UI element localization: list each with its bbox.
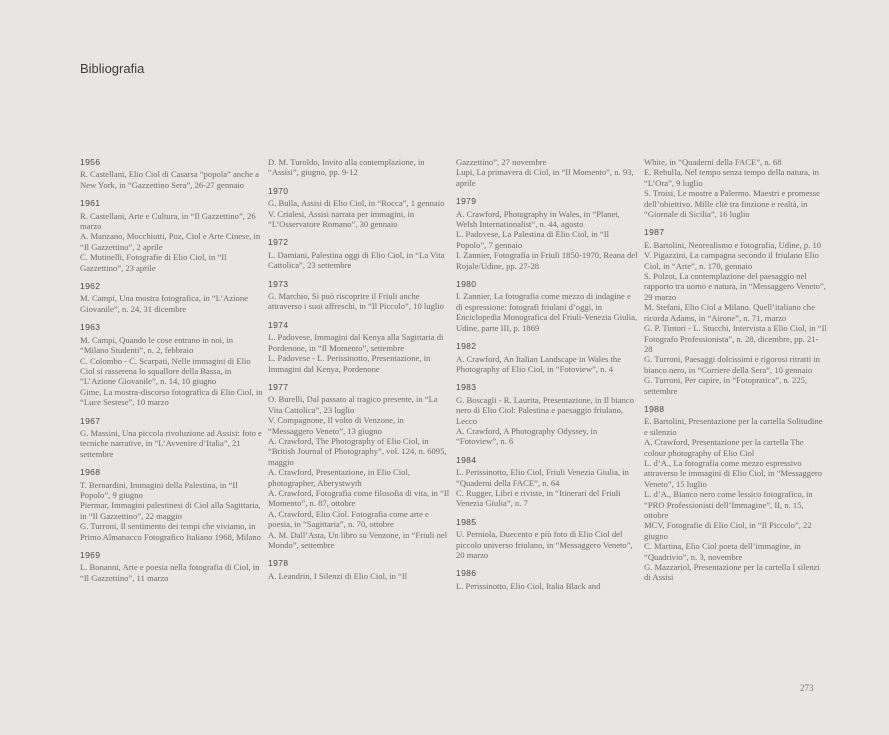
bibliography-entry: L. d’A., Bianco nero come lessico fotografico, in “PRO Professionisti dell’Immagine”, II, n. 15, ottobre [644, 489, 813, 520]
bibliography-year-section [80, 198, 263, 273]
bibliography-entry: G. Massini, Una piccola rivoluzione ad Assisi: foto e tecniche narrative, in “L’Avvenire d’Italia”, 21 settembre [80, 427, 262, 459]
bibliography-entry: L. Bonanni, Arte e poesia nella fotografia di Ciol, in “Il Gazzettino”, 11 marzo [80, 562, 260, 583]
bibliography-entry: S. Troisi, Le mostre a Palermo. Maestri e promesse dell’obiettivo. Mille cliè tra finzione e realtà, in “Giornale di Sicilia”, 16 luglio [644, 188, 820, 220]
bibliography-entry: L. d’A., La fotografia come mezzo espressivo attraverso le immagini di Elio Ciol, in “Messaggero Veneto”, 15 luglio [644, 457, 823, 489]
bibliography-entry: A. Crawford, A Photography Odyssey, in “Fotoview”, n. 6 [456, 425, 598, 447]
bibliography-year-section [456, 517, 639, 561]
year-heading: 1967 [80, 415, 101, 426]
year-heading: 1986 [456, 568, 477, 579]
bibliography-entry: Piermar, Immagini palestinesi di Ciol alla Sagittaria, in “Il Gazzettino”, 22 maggio [80, 500, 261, 521]
bibliography-column-4 [644, 157, 827, 591]
bibliography-year-section [80, 281, 263, 314]
year-heading: 1982 [456, 341, 477, 352]
bibliography-year-section [644, 157, 827, 219]
bibliography-entry: White, in “Quaderni della FACE”, n. 68 [644, 157, 782, 167]
bibliography-entry: L. Padovese - L. Perissinotto, Presentazione, in Immagini dal Kenya, Pordenone [268, 353, 431, 374]
bibliography-entry: D. M. Turoldo, Invito alla contemplazione, in “Assisi”, giugno, pp. 9-12 [268, 157, 425, 178]
bibliography-entry: V. Pigazzini, La campagna secondo il friulano Elio Ciol, in “Arte”, n. 170, gennaio [644, 250, 819, 271]
bibliography-entry: L. Padovese, La Palestina di Elio Ciol, in “Il Popolo”, 7 gennaio [456, 229, 609, 250]
bibliography-year-section [456, 341, 639, 374]
bibliography-entry: G. Marchio, Si può riscoprire il Friuli anche attraverso i suoi affreschi, in “Il Piccolo”, 10 luglio [268, 291, 444, 312]
bibliography-entry: A. Crawford, Fotografia come filosofia di vita, in “Il Momento”, n. 87, ottobre [268, 487, 450, 509]
bibliography-entry: G. Mazzariol, Presentazione per la cartella I silenzi di Assisi [644, 562, 820, 583]
bibliography-entry: T. Bernardini, Immagini della Palestina, in “Il Popolo”, 9 giugno [80, 479, 238, 500]
year-heading: 1983 [456, 382, 477, 393]
bibliography-entry: I. Zannier, Fotografia in Friuli 1850-1970, Reana del Rojale/Udine, pp. 27-28 [456, 250, 638, 271]
bibliography-year-section [456, 279, 639, 333]
bibliography-year-section [268, 157, 451, 178]
year-heading: 1980 [456, 279, 477, 290]
bibliography-year-section [268, 237, 451, 270]
bibliography-entry: A. Manzano, Mocchiutti, Poz, Ciol e Arte Cinese, in “Il Gazzettino”, 2 aprile [80, 231, 261, 252]
bibliography-entry: G. Turroni, Paesaggi dolcissimi e rigorosi ritratti in bianco nero, in “Corriere della Sera”, 10 gennaio [644, 354, 820, 375]
year-heading: 1978 [268, 558, 289, 569]
bibliography-year-section [80, 467, 263, 542]
bibliography-entry: E. Bartolini, Neorealismo e fotografia, Udine, p. 10 [644, 239, 822, 250]
bibliography-year-section [456, 196, 639, 271]
year-heading: 1961 [80, 198, 101, 209]
year-heading: 1988 [644, 403, 665, 414]
year-heading: 1974 [268, 319, 289, 330]
bibliography-year-section [268, 382, 451, 551]
year-heading: 1963 [80, 322, 101, 333]
bibliography-entry: C. Colombo - C. Scarpati, Nelle immagini di Elio Ciol si rasserena lo squallore della Bassa, in “L’Azione Giovanile”, n. 14, 10 giugno [80, 355, 251, 387]
bibliography-entry: Lupi, La primavera di Ciol, in “Il Momento”, n. 93, aprile [456, 167, 634, 188]
bibliography-entry: G. Turroni, Per capire, in “Fotopratica”, n. 225, settembre [644, 375, 808, 396]
bibliography-entry: A. Leandrin, I Silenzi di Elio Ciol, in “Il [268, 570, 408, 581]
year-heading: 1970 [268, 185, 289, 196]
bibliography-year-section [268, 186, 451, 230]
year-heading: 1984 [456, 454, 477, 465]
year-heading: 1973 [268, 278, 289, 289]
bibliography-entry: MCV, Fotografie di Elio Ciol, in “Il Piccolo”, 22 giugno [644, 520, 812, 541]
bibliography-year-section [268, 558, 451, 581]
bibliography-year-section [644, 404, 827, 583]
bibliography-entry: A. Crawford, Elio Ciol. Fotografia come arte e poesia, in “Sagittaria”, n. 70, ottobre [268, 508, 429, 530]
bibliography-entry: E. Rebulla, Nel tempo senza tempo della natura, in “L’Ora”, 9 luglio [644, 167, 819, 188]
bibliography-year-section [80, 157, 263, 190]
bibliography-entry: A. Crawford, Presentazione, in Elio Ciol, photographer, Aberystwyth [268, 467, 411, 488]
year-heading: 1977 [268, 381, 289, 392]
bibliography-entry: I. Zannier, La fotografia come mezzo di indagine e di espressione: fotografi friulani d’oggi, in Enciclopedia Monografica del Friuli-Venezia Giulia, Udine, parte III, p. 1869 [456, 291, 638, 333]
bibliography-entry: G. Bulla, Assisi di Elio Ciol, in “Rocca”, 1 gennaio [268, 198, 445, 209]
bibliography-year-section [80, 416, 263, 460]
bibliography-entry: C. Rugger, Libri e riviste, in “Itinerari del Friuli Venezia Giulia”, n. 7 [456, 487, 621, 509]
bibliography-year-section [268, 279, 451, 312]
bibliography-entry: G. Turroni, Il sentimento dei tempi che viviamo, in Primo Almanacco Fotografico Italiano 1968, Milano [80, 521, 261, 542]
bibliography-entry: A. Crawford, Presentazione per la cartella The colour photography of Elio Ciol [644, 437, 804, 458]
bibliography-year-section [456, 455, 639, 509]
bibliography-entry: G. Boscagli - R. Laurita, Presentazione, in Il bianco nero di Elio Ciol: Palestina e paesaggio friulano, Lecco [456, 394, 635, 426]
bibliography-year-section [80, 550, 263, 583]
bibliography-entry: Gime, La mostra-discorso fotografica di Elio Ciol, in “Luce Sestese”, 10 marzo [80, 386, 263, 408]
year-heading: 1979 [456, 196, 477, 207]
bibliography-entry: R. Castellani, Elio Ciol di Casarsa “popola” anche a New York, in “Gazzettino Sera”, 26-27 gennaio [80, 169, 259, 190]
bibliography-entry: L. Perissinotto, Elio Ciol, Italia Black and [456, 580, 601, 591]
year-heading: 1972 [268, 237, 289, 248]
bibliography-year-section [268, 320, 451, 374]
bibliography-column-3 [456, 157, 639, 599]
bibliography-entry: A. Crawford, Photography in Wales, in “Planet, Welsh Internationalist”, n. 44, agosto [456, 208, 620, 230]
bibliography-column-1 [80, 157, 263, 591]
year-heading: 1956 [80, 157, 101, 167]
bibliography-entry: A. M. Dall’Asta, Un libro su Venzone, in “Friuli nel Mondo”, settembre [268, 529, 448, 550]
bibliography-entry: A. Crawford, An Italian Landscape in Wales the Photography of Elio Ciol, in “Fotoview”, n. 4 [456, 353, 622, 374]
bibliography-entry: M. Campi, Quando le cose entrano in noi, in “Milano Studenti”, n. 2, febbraio [80, 334, 233, 356]
bibliography-year-section [644, 227, 827, 396]
bibliography-entry: A. Crawford, The Photography of Elio Ciol, in “British Journal of Photography”, vol. 124, n. 6095, maggio [268, 435, 447, 467]
bibliography-year-section [456, 568, 639, 591]
bibliography-entry: M. Stefani, Elio Ciol a Milano. Quell’italiano che ricorda Adams, in “Airone”, n. 71, marzo [644, 302, 815, 323]
bibliography-year-section [456, 157, 639, 188]
year-heading: 1969 [80, 550, 101, 560]
year-heading: 1968 [80, 467, 101, 478]
bibliography-entry: L. Damiani, Palestina oggi di Elio Ciol, in “La Vita Cattolica”, 23 settembre [268, 249, 445, 271]
year-heading: 1962 [80, 281, 101, 292]
bibliography-entry: E. Bartolini, Presentazione per la cartella Solitudine e silenzio [644, 416, 823, 437]
bibliography-entry: L. Perissinotto, Elio Ciol, Friuli Venezia Giulia, in “Quaderni della FACE”, n. 64 [456, 467, 629, 488]
bibliography-entry: O. Burelli, Dal passato al tragico presente, in “La Vita Cattolica”, 23 luglio [268, 394, 438, 415]
year-heading: 1985 [456, 516, 477, 527]
bibliography-entry: U. Perniola, Duecento e più foto di Elio Ciol del piccolo universo friulano, in “Messaggero Veneto”, 20 marzo [456, 529, 633, 560]
bibliography-entry: M. Campi, Una mostra fotografica, in “L’Azione Giovanile”, n. 24, 31 dicembre [80, 293, 248, 314]
bibliography-entry: R. Castellani, Arte e Cultura, in “Il Gazzettino”, 26 marzo [80, 210, 256, 232]
bibliography-entry: S. Polzot, La contemplazione del paesaggio nel rapporto tra uomo e natura, in “Messaggero Veneto”, 29 marzo [644, 271, 826, 302]
bibliography-entry: G. P. Tintori - L. Stucchi, Intervista a Elio Ciol, in “Il Fotografo Professionista”, n. 28, dicembre, pp. 21-28 [644, 323, 827, 354]
bibliography-entry: V. Crialesi, Assisi narrata per immagini, in “L’Osservatore Romano”, 30 gennaio [268, 208, 415, 230]
bibliography-entry: V. Compagnone, Il volto di Venzone, in “Messaggero Veneto”, 13 giugno [268, 415, 404, 436]
bibliography-entry: C. Mutinelli, Fotografie di Elio Ciol, in “Il Gazzettino”, 23 aprile [80, 252, 227, 273]
bibliography-year-section [80, 322, 263, 407]
year-heading: 1987 [644, 227, 665, 238]
bibliography-entry: C. Martina, Elio Ciol poeta dell’immagine, in “Quadrivio”, n. 3, novembre [644, 541, 801, 562]
bibliography-entry: L. Padovese, Immagini dal Kenya alla Sagittaria di Pordenone, in “Il Momento”, settembre [268, 332, 444, 353]
bibliography-year-section [456, 382, 639, 446]
page-header: Bibliografia [80, 61, 145, 76]
page-number: 273 [800, 683, 814, 693]
bibliography-entry: Gazzettino”, 27 novembre [456, 157, 547, 167]
bibliography-column-2 [268, 157, 451, 589]
